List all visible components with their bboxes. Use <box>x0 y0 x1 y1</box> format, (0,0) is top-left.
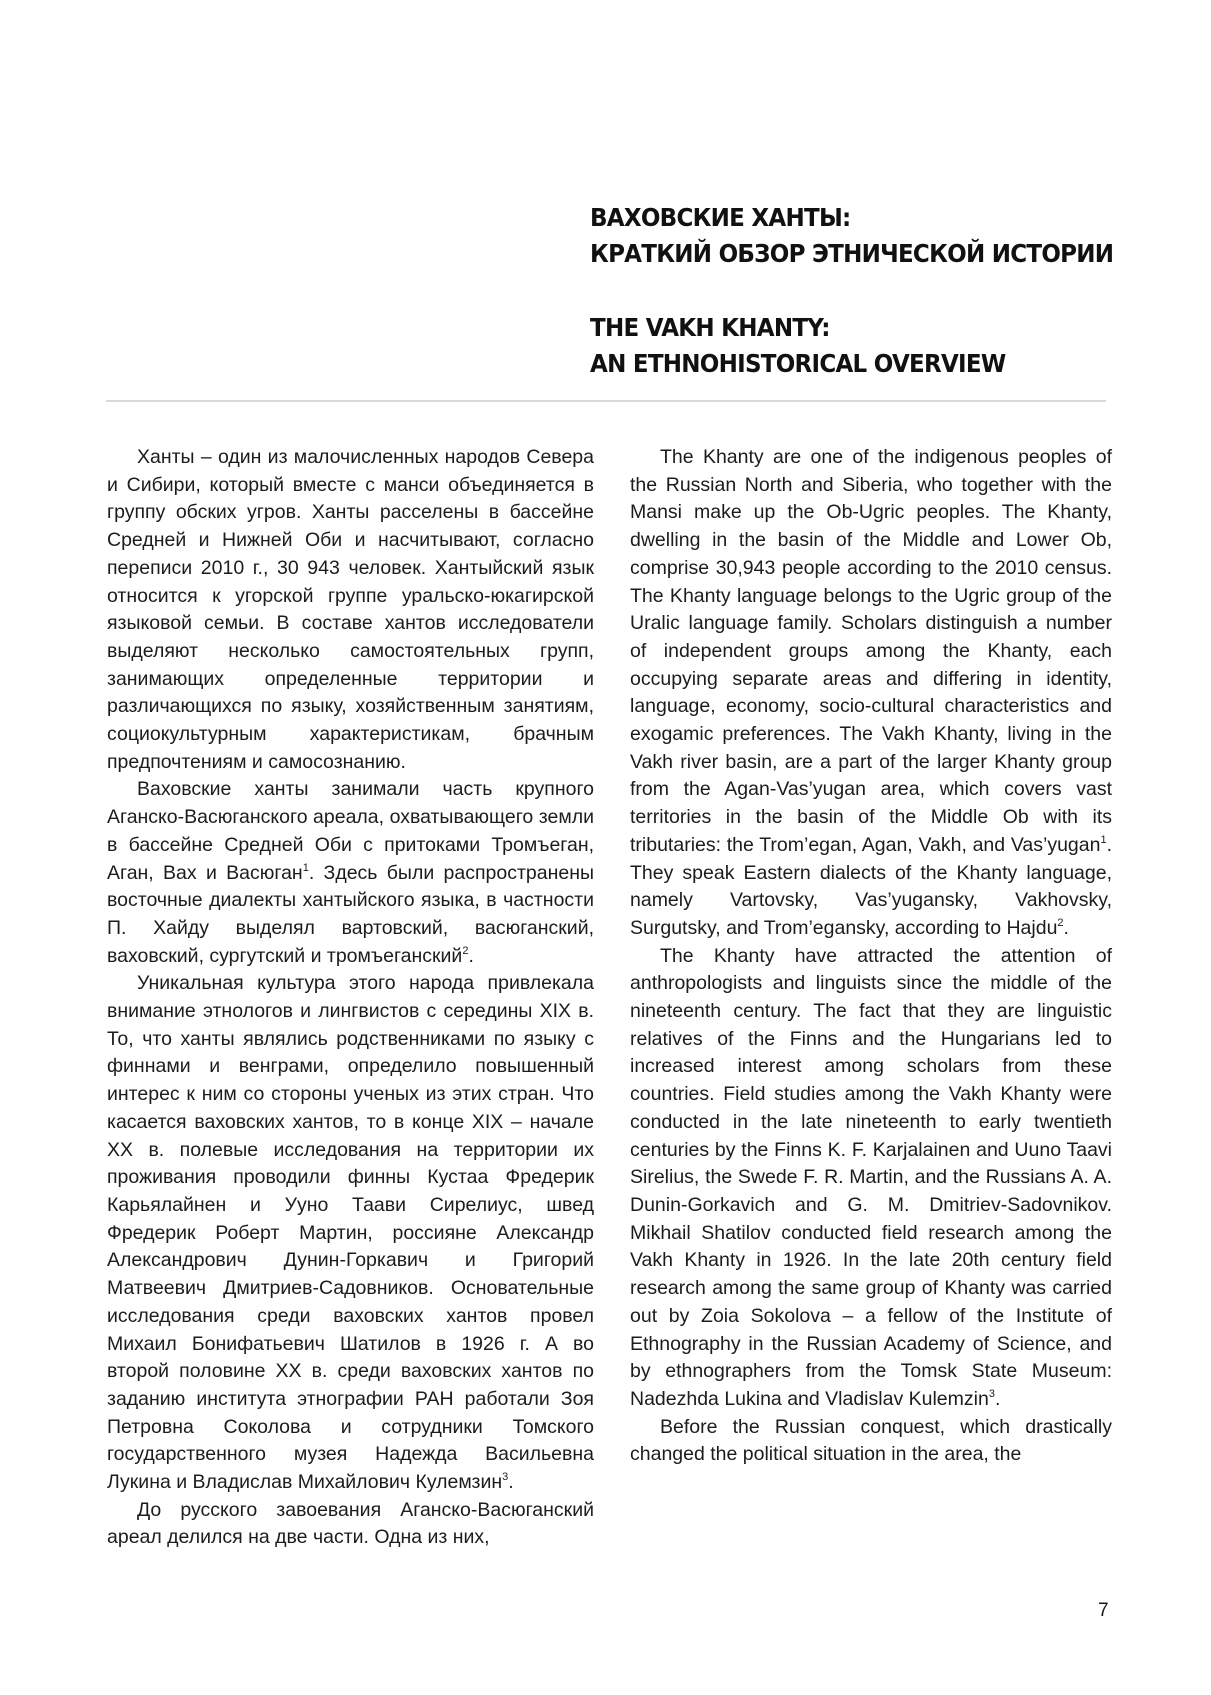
english-column <box>630 444 1112 1469</box>
ru-paragraph-3 <box>107 970 594 1496</box>
en-paragraph-1 <box>630 444 1112 943</box>
footnote-ref-2: 2 <box>462 944 469 957</box>
ru-paragraph-2-text-a: Ваховские ханты занимали часть крупного Аганско-Васюганского ареала, охватывающего земли в бассейне Средней Оби с притоками Тромъеган, Аган, Вах и Васюган <box>107 778 594 884</box>
en-paragraph-2-text-b: . <box>994 1387 1001 1410</box>
title-english <box>590 310 1105 382</box>
footnote-ref-3: 3 <box>988 1387 995 1400</box>
ru-paragraph-2-text-c: . <box>468 944 474 967</box>
page-number: 7 <box>1098 1600 1109 1621</box>
title-english-line-1: THE VAKH KHANTY: <box>590 313 830 342</box>
en-paragraph-2 <box>630 943 1112 1414</box>
en-paragraph-1b-text-c: . <box>1063 916 1069 939</box>
en-paragraph-2-text-a: The Khanty have attracted the attention of anthropologists and linguists since the middle of the nineteenth century. The fact that they are linguistic relatives of the Finns and the Hungarians led to increased interest among scholars from these countries. Field studies among the Vakh Khanty were conducted in the late nineteenth to early twentieth centuries by the Finns K. F. Karjalainen and Uuno Taavi Sirelius, the Swede F. R. Martin, and the Russians A. A. Dunin-Gorkavich and G. M. Dmitriev-Sadovnikov. Mikhail Shatilov conducted field research among the Vakh Khanty in 1926. In the late 20th century field research among the same group of Khanty was carried out by Zoia Sokolova – a fellow of the Institute of Ethnography in the Russian Academy of Science, and by ethnographers from the Tomsk State Museum: Nadezhda Lukina and Vladislav Kulemzin <box>630 944 1112 1410</box>
ru-paragraph-1: Ханты – один из малочисленных народов Севера и Сибири, который вместе с манси объединяется в группу обских угров. Ханты расселены в бассейне Средней и Нижней Оби и насчитывают, согласно переписи 2010 г., 30 943 человек. Хантыйский язык относится к угорской группе уральско-юкагирской языковой семьи. В составе хантов исследователи выделяют несколько самостоятельных групп, занимающих определенные территории и различающихся по языку, хозяйственным занятиям, социокультурным характеристикам, брачным предпочтениям и самосознанию. <box>107 446 594 773</box>
en-paragraph-3: Before the Russian conquest, which drastically changed the political situation in the area, the <box>630 1415 1112 1466</box>
title-russian-line-1: ВАХОВСКИЕ ХАНТЫ: <box>590 203 851 232</box>
title-english-line-2: AN ETHNOHISTORICAL OVERVIEW <box>590 349 1006 378</box>
title-russian-line-2: КРАТКИЙ ОБЗОР ЭТНИЧЕСКОЙ ИСТОРИИ <box>590 239 1114 268</box>
ru-paragraph-4: До русского завоевания Аганско-Васюганский ареал делился на две части. Одна из них, <box>107 1498 594 1549</box>
ru-paragraph-2 <box>107 776 594 970</box>
ru-paragraph-3-text-b: . <box>508 1471 514 1494</box>
title-block <box>590 200 1150 382</box>
ru-paragraph-3-text-a: Уникальная культура этого народа привлекала внимание этнологов и лингвистов с середины XIX в. То, что ханты являлись родственниками по языку с финнами и венграми, определило повышенный интерес к ним со стороны ученых из этих стран. Что касается ваховских хантов, то в конце XIX – начале XX в. полевые исследования на территории их проживания проводили финны Кустаа Фредерик Карьялайнен и Ууно Таави Сирелиус, швед Фредерик Роберт Мартин, россияне Александр Александрович Дунин-Горкавич и Григорий Матвеевич Дмитриев-Садовников. Основательные исследования среди ваховских хантов провел Михаил Бонифатьевич Шатилов в 1926 г. А во второй половине XX в. среди ваховских хантов по заданию института этнографии РАН работали Зоя Петровна Соколова и сотрудники Томского государственного музея Надежда Васильевна Лукина и Владислав Михайлович Кулемзин <box>107 972 594 1494</box>
title-russian <box>590 200 1114 272</box>
footnote-ref-1: 1 <box>302 861 309 874</box>
russian-column <box>107 444 594 1552</box>
en-paragraph-1-text: The Khanty are one of the indigenous peoples of the Russian North and Siberia, who together with the Mansi make up the Ob-Ugric peoples. The Khanty, dwelling in the basin of the Middle and Lower Ob, comprise 30,943 people according to the 2010 census. The Khanty language belongs to the Ugric group of the Uralic language family. Scholars distinguish a number of independent groups among the Khanty, each occupying separate areas and differing in identity, language, economy, socio-cultural characteristics and exogamic preferences. <box>630 446 1112 746</box>
footnote-ref-1: 1 <box>1100 833 1107 846</box>
header-divider <box>106 400 1106 402</box>
footnote-ref-3: 3 <box>502 1471 509 1484</box>
en-paragraph-1b-text-b: . They speak Eastern dialects of the Khanty language, namely Vartovsky, Vas’yugansky, Vakhovsky, Surgutsky, and Trom’egansky, according to Hajdu <box>630 833 1112 939</box>
footnote-ref-2: 2 <box>1057 916 1064 929</box>
ru-paragraph-2-text-b: . Здесь были распространены восточные диалекты хантыйского языка, в частности П. Хайду выделял вартовский, васюганский, ваховский, сургутский и тромъеганский <box>107 861 594 967</box>
en-paragraph-1b-text-a: The Vakh Khanty, living in the Vakh river basin, are a part of the larger Khanty group from the Agan-Vas’yugan area, which covers vast territories in the basin of the Middle Ob with its tributaries: the Trom’egan, Agan, Vakh, and Vas’yugan <box>630 723 1112 856</box>
